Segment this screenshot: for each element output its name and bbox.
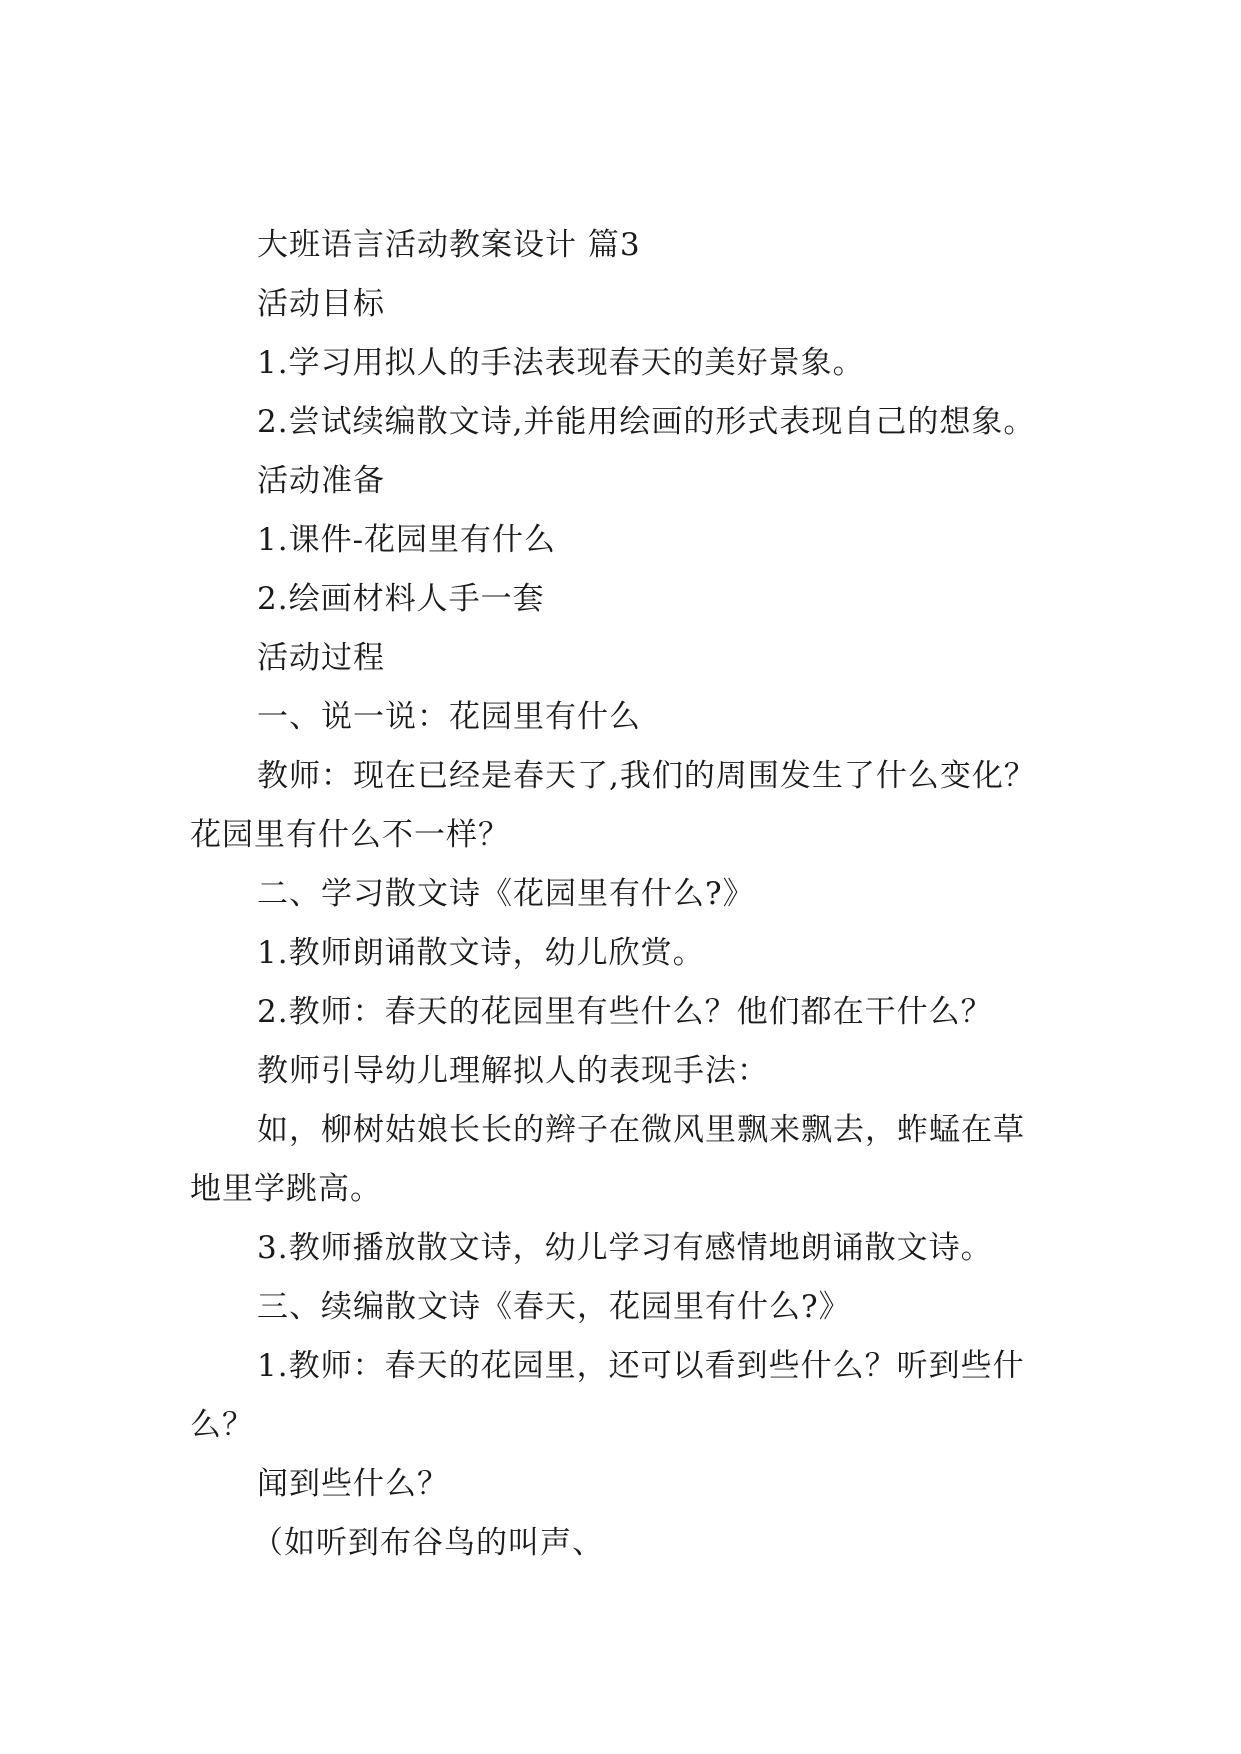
paragraph-line-continued: 地里学跳高。 (190, 1171, 382, 1207)
section-heading-process: 活动过程 (257, 640, 385, 676)
section-heading-preparation: 活动准备 (257, 463, 385, 499)
paragraph-line-continued: 花园里有什么不一样？ (190, 817, 510, 853)
preparation-item-1: 1.课件-花园里有什么 (257, 522, 557, 558)
paragraph-line: 2.教师：春天的花园里有些什么？他们都在干什么？ (257, 994, 993, 1030)
paragraph-line: 教师引导幼儿理解拟人的表现手法： (257, 1053, 769, 1089)
paragraph-line: 3.教师播放散文诗，幼儿学习有感情地朗诵散文诗。 (257, 1230, 993, 1266)
paragraph-line: 1.教师：春天的花园里，还可以看到些什么？听到些什 (257, 1348, 1025, 1384)
goal-item-1: 1.学习用拟人的手法表现春天的美好景象。 (257, 345, 865, 381)
process-step-2-heading: 二、学习散文诗《花园里有什么?》 (257, 876, 755, 912)
section-heading-goals: 活动目标 (257, 286, 385, 322)
process-step-3-heading: 三、续编散文诗《春天，花园里有什么?》 (257, 1289, 851, 1325)
paragraph-line: 1.教师朗诵散文诗，幼儿欣赏。 (257, 935, 705, 971)
document-body (190, 216, 1050, 1573)
paragraph-line-continued: 么？ (190, 1407, 254, 1443)
preparation-item-2: 2.绘画材料人手一套 (257, 581, 545, 617)
paragraph-line: 教师：现在已经是春天了,我们的周围发生了什么变化？ (257, 758, 1036, 794)
paragraph-line: 如，柳树姑娘长长的辫子在微风里飘来飘去，蚱蜢在草 (257, 1112, 1025, 1148)
process-step-1-heading: 一、说一说：花园里有什么 (257, 699, 641, 735)
goal-item-2: 2.尝试续编散文诗,并能用绘画的形式表现自己的想象。 (257, 404, 1036, 440)
paragraph-line: 闻到些什么？ (257, 1466, 449, 1502)
paragraph-line: （如听到布谷鸟的叫声、 (252, 1525, 604, 1561)
document-title: 大班语言活动教案设计 篇3 (257, 227, 641, 263)
